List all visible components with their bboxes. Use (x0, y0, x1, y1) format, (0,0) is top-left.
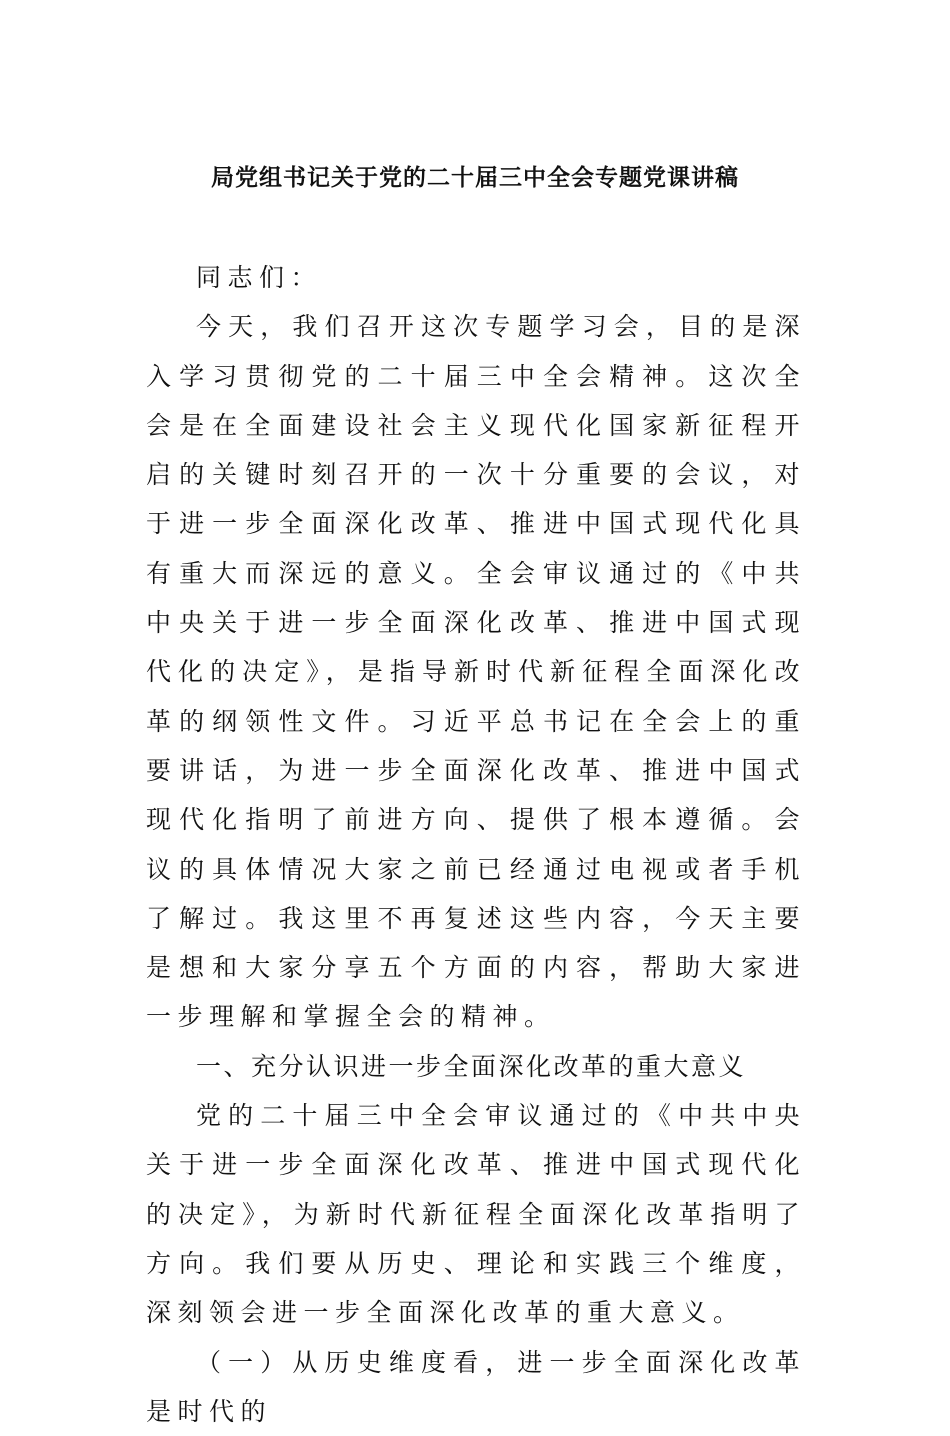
document-body (146, 253, 806, 1436)
section-paragraph: 党的二十届三中全会审议通过的《中共中央关于进一步全面深化改革、推进中国式现代化的决定》，为新时代新征程全面深化改革指明了方向。我们要从历史、理论和实践三个维度，深刻领会进一步全面深化改革的重大意义。 (146, 1101, 806, 1328)
salutation-paragraph: 同志们： (196, 263, 323, 292)
subsection-paragraph: （一）从历史维度看，进一步全面深化改革是时代的 (146, 1347, 806, 1426)
document-title: 局党组书记关于党的二十届三中全会专题党课讲稿 (211, 165, 739, 191)
section-heading: 一、充分认识进一步全面深化改革的重大意义 (196, 1051, 747, 1081)
intro-paragraph: 今天，我们召开这次专题学习会，目的是深入学习贯彻党的二十届三中全会精神。这次全会是在全面建设社会主义现代化国家新征程开启的关键时刻召开的一次十分重要的会议，对于进一步全面深化改革、推进中国式现代化具有重大而深远的意义。全会审议通过的《中共中央关于进一步全面深化改革、推进中国式现代化的决定》，是指导新时代新征程全面深化改革的纲领性文件。习近平总书记在全会上的重要讲话，为进一步全面深化改革、推进中国式现代化指明了前进方向、提供了根本遵循。会议的具体情况大家之前已经通过电视或者手机了解过。我这里不再复述这些内容，今天主要是想和大家分享五个方面的内容，帮助大家进一步理解和掌握全会的精神。 (146, 312, 806, 1032)
